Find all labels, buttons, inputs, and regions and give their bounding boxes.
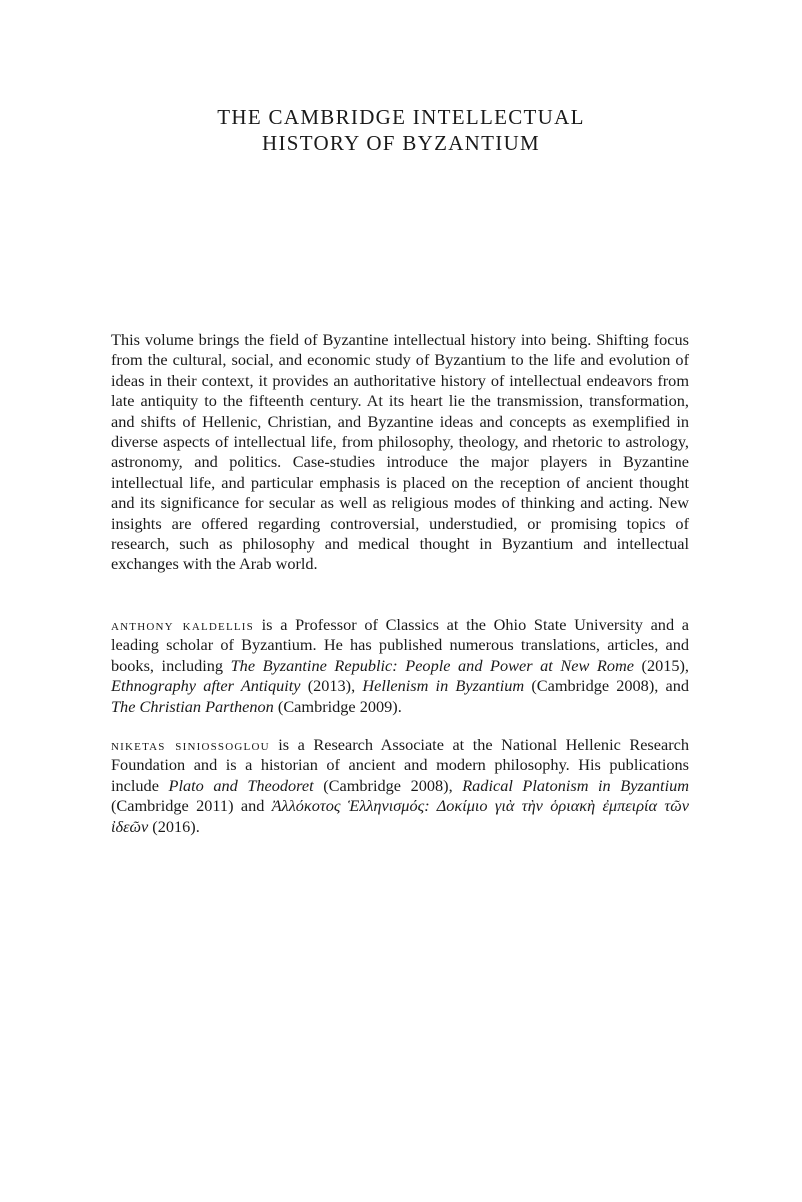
book-reference: Ἀλλόκοτος Ἑλληνισμός: Δοκίμιο γιὰ τὴν ὁριακὴ ἐμπειρία τῶν ἰδεῶν bbox=[111, 796, 689, 836]
bio-text: (Cambridge 2011) and bbox=[111, 796, 272, 816]
book-description: This volume brings the field of Byzantine intellectual history into being. Shifting focus from the cultural, social, and economic study of Byzantium to the life and evolution of ideas in their context, it provides an authoritative history of intellectual endeavors from late antiquity to the fifteenth century. At its heart lie the transmission, transformation, and shifts of Hellenic, Christian, and Byzantine ideas and concepts as exemplified in diverse aspects of intellectual life, from philosophy, theology, and rhetoric to astrology, astronomy, and politics. Case-studies introduce the major players in Byzantine intellectual life, and particular emphasis is placed on the reception of ancient thought and its significance for secular as well as religious modes of thinking and acting. New insights are offered regarding controversial, understudied, or promising topics of research, such as philosophy and medical thought in Byzantium and intellectual exchanges with the Arab world. bbox=[111, 330, 689, 574]
bio-text: (Cambridge 2008), and bbox=[524, 676, 689, 696]
editor-name: anthony kaldellis bbox=[111, 615, 254, 634]
book-reference: Hellenism in Byzantium bbox=[362, 676, 525, 696]
book-reference: The Christian Parthenon bbox=[111, 696, 274, 716]
bio-text: (2015), bbox=[633, 655, 690, 675]
bio-text: (2016). bbox=[148, 816, 200, 836]
book-title bbox=[0, 104, 802, 156]
bio-text: (Cambridge 2009). bbox=[273, 696, 402, 716]
book-reference: Ethnography after Antiquity bbox=[111, 676, 301, 696]
book-reference: Radical Platonism in Byzantium bbox=[462, 775, 690, 795]
book-reference: Plato and Theodoret bbox=[168, 775, 314, 795]
editor-bio-siniossoglou bbox=[111, 735, 689, 837]
editor-name: niketas siniossoglou bbox=[111, 735, 270, 754]
bio-text: is a Research Associate at the National Hellenic Research Foundation and is a historian of ancient and modern philosophy. His publications include bbox=[111, 735, 689, 795]
book-reference: The Byzantine Republic: People and Power at New Rome bbox=[230, 655, 634, 675]
bio-text: is a Professor of Classics at the Ohio State University and a leading scholar of Byzantium. He has published numerous translations, articles, and books, including bbox=[111, 615, 689, 675]
editor-bio-kaldellis bbox=[111, 615, 689, 717]
book-title-line-2: HISTORY OF BYZANTIUM bbox=[261, 131, 541, 155]
bio-text: (Cambridge 2008), bbox=[313, 775, 463, 795]
book-title-line-1: THE CAMBRIDGE INTELLECTUAL bbox=[217, 105, 585, 129]
bio-text: (2013), bbox=[300, 676, 363, 696]
